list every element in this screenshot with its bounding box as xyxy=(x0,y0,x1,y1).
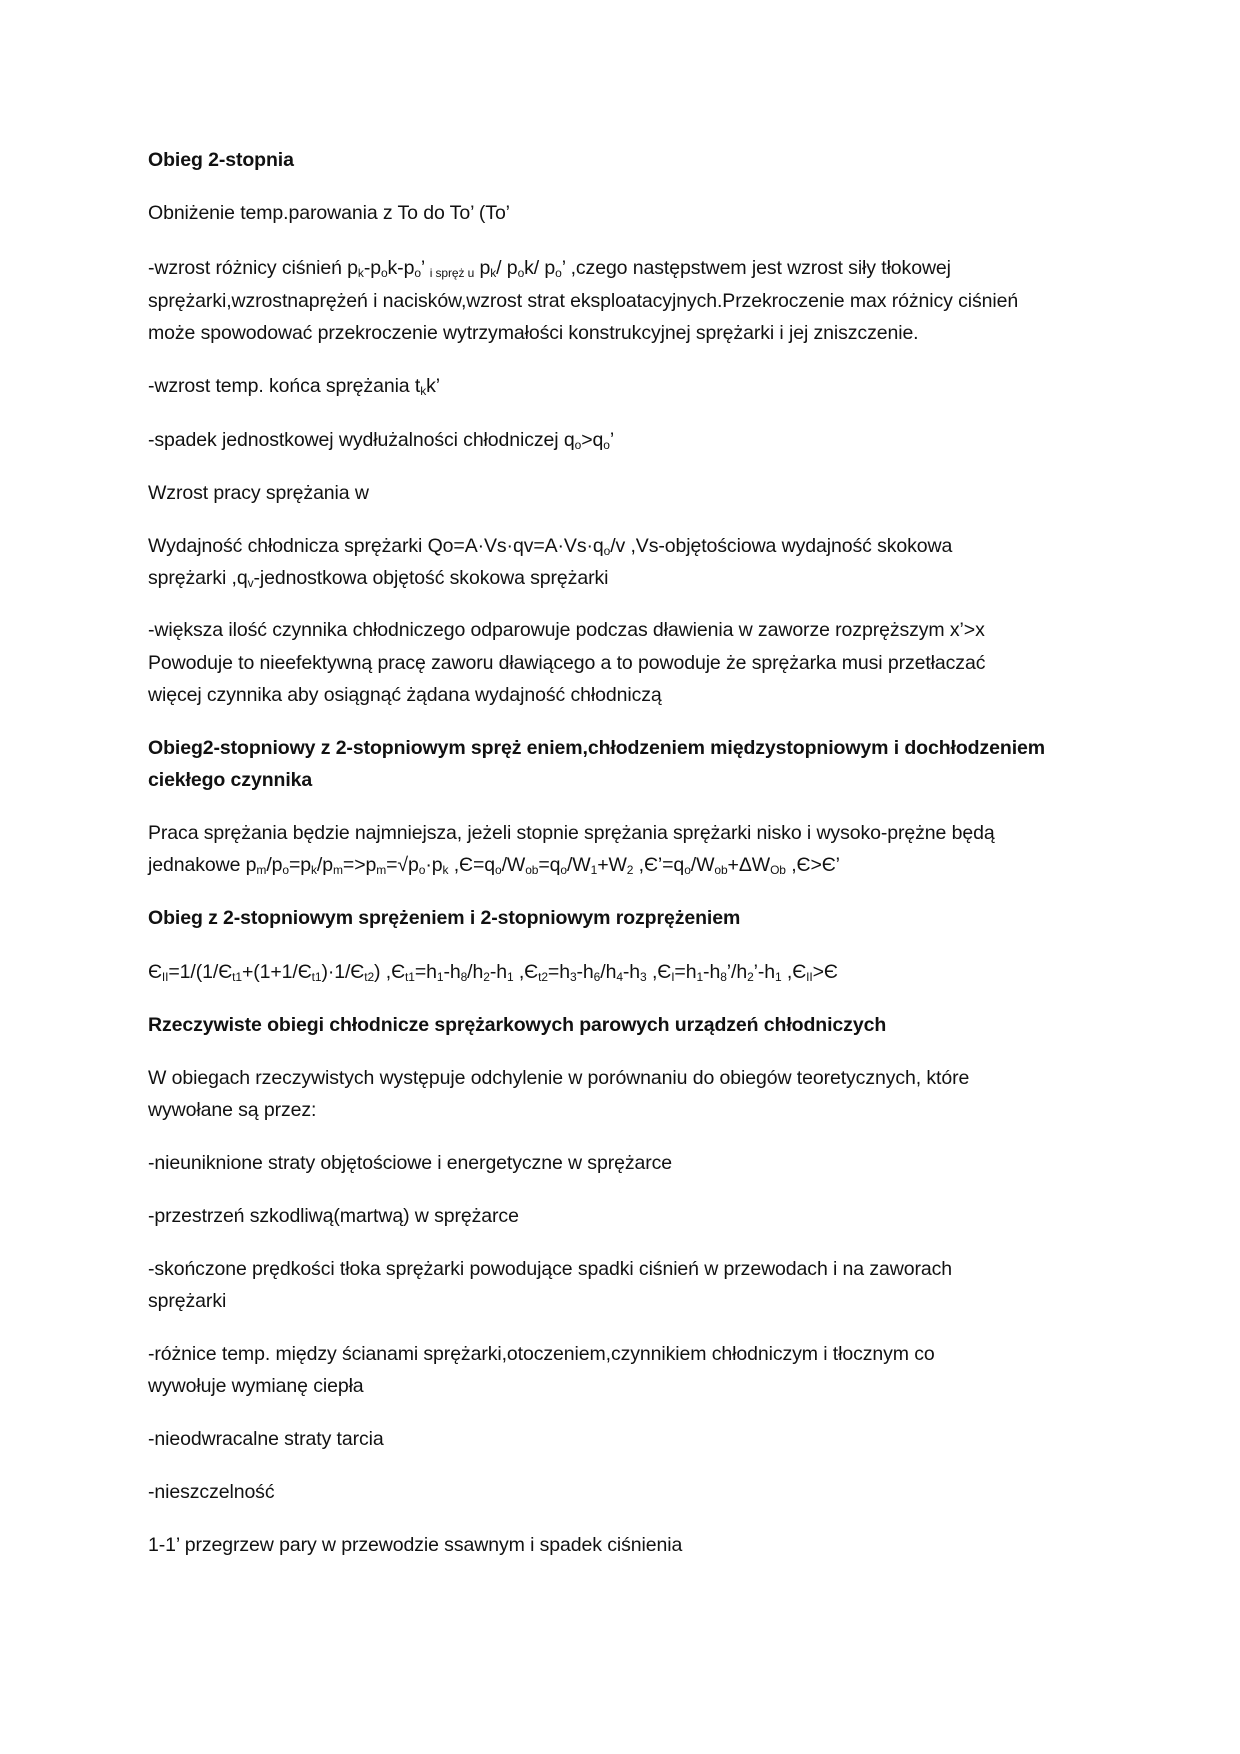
list-item: -nieszczelność xyxy=(148,1481,275,1503)
paragraph-line: -spadek jednostkowej wydłużalności chłodniczej $q_o>q_o$’ xyxy=(148,429,615,452)
list-item: -przestrzeń szkodliwą(martwą) w sprężarce xyxy=(148,1205,519,1227)
paragraph-line: 1-1’ przegrzew pary w przewodzie ssawnym i spadek ciśnienia xyxy=(148,1534,683,1556)
paragraph-line: W obiegach rzeczywistych występuje odchylenie w porównaniu do obiegów teoretycznych, które xyxy=(148,1067,970,1089)
paragraph-line: sprężarki $,q_v$-jednostkowa objętość skokowa sprężarki xyxy=(148,567,609,590)
paragraph-line: Wydajność chłodnicza sprężarki $Qo=A\cdot Vs\cdot qv=A\cdot Vs\cdot q_o/v$ ,Vs-objętościowa wydajność skokowa xyxy=(148,535,953,558)
list-item: -skończone prędkości tłoka sprężarki powodujące spadki ciśnień w przewodach i na zaworach xyxy=(148,1258,953,1280)
heading-obieg-2-stopnia: Obieg 2-stopnia xyxy=(148,149,294,171)
list-item: -nieodwracalne straty tarcia xyxy=(148,1428,384,1450)
paragraph-line: wywołane są przez: xyxy=(148,1099,317,1121)
heading-obieg-sprezanie-rozprezanie: Obieg z 2-stopniowym sprężeniem i 2-stopniowym rozprężeniem xyxy=(148,907,741,929)
list-item-cont: wywołuje wymianę ciepła xyxy=(148,1375,364,1397)
formula-line: jednakowe $p_m/p_o=p_k/p_m=>p_m=√p_o\cdot p_k$ $,Є=q_o/W_{ob}=q_o/W_1+W_2$ $,Є’=q_o/W_{ob}+\Delta W_{Ob}$ ,Є>Є’ xyxy=(148,854,840,877)
paragraph-line: Wzrost pracy sprężania w xyxy=(148,482,369,504)
list-item-cont: sprężarki xyxy=(148,1290,227,1312)
heading-rzeczywiste-obiegi: Rzeczywiste obiegi chłodnicze sprężarkowych parowych urządzeń chłodniczych xyxy=(148,1014,887,1036)
paragraph-line: może spowodować przekroczenie wytrzymałości konstrukcyjnej sprężarki i jej zniszczenie. xyxy=(148,322,919,344)
paragraph-line: -wzrost temp. końca sprężania $t_kk$’ xyxy=(148,375,440,398)
paragraph-line: -większa ilość czynnika chłodniczego odparowuje podczas dławienia w zaworze rozpręższym x’>x xyxy=(148,619,985,641)
heading-obieg-2-stopniowy: Obieg2-stopniowy z 2-stopniowym spręż eniem,chłodzeniem międzystopniowym i dochłodzeniem xyxy=(148,737,1045,759)
list-item: -nieuniknione straty objętościowe i energetyczne w sprężarce xyxy=(148,1152,673,1174)
formula-line: $Є_{II}=1/(1/Є_{t1}+(1+1/Є_{t1})\cdot 1/Є_{t2})$ $,Є_{t1}=h_1-h_8/h_2-h_1$ $,Є_{t2}=h_3-h_6/h_4-h_3$ $,Є_I=h_1-h_8’/h_2’-h_1$ $,Є_{II}>Є$ xyxy=(148,961,838,984)
paragraph-line: Praca sprężania będzie najmniejsza, jeżeli stopnie sprężania sprężarki nisko i wysoko-prężne będą xyxy=(148,822,995,844)
heading-obieg-2-stopniowy-cont: ciekłego czynnika xyxy=(148,769,313,791)
list-item: -różnice temp. między ścianami sprężarki,otoczeniem,czynnikiem chłodniczym i tłocznym co xyxy=(148,1343,935,1365)
paragraph-line: Obniżenie temp.parowania z To do To’ (To’ xyxy=(148,202,510,224)
paragraph-line: -wzrost różnicy ciśnień $p_k-p_ok-p_o$’ $_{i spręż u}$ $p_k/$ $p_ok/$ $p_o$’ ,czego następstwem jest wzrost siły tłokowej xyxy=(148,257,951,280)
paragraph-line: sprężarki,wzrostnaprężeń i nacisków,wzrost strat eksploatacyjnych.Przekroczenie max różnicy ciśnień xyxy=(148,290,1019,312)
paragraph-line: więcej czynnika aby osiągnąć żądana wydajność chłodniczą xyxy=(148,684,662,706)
paragraph-line: Powoduje to nieefektywną pracę zaworu dławiącego a to powoduje że sprężarka musi przetłaczać xyxy=(148,652,986,674)
